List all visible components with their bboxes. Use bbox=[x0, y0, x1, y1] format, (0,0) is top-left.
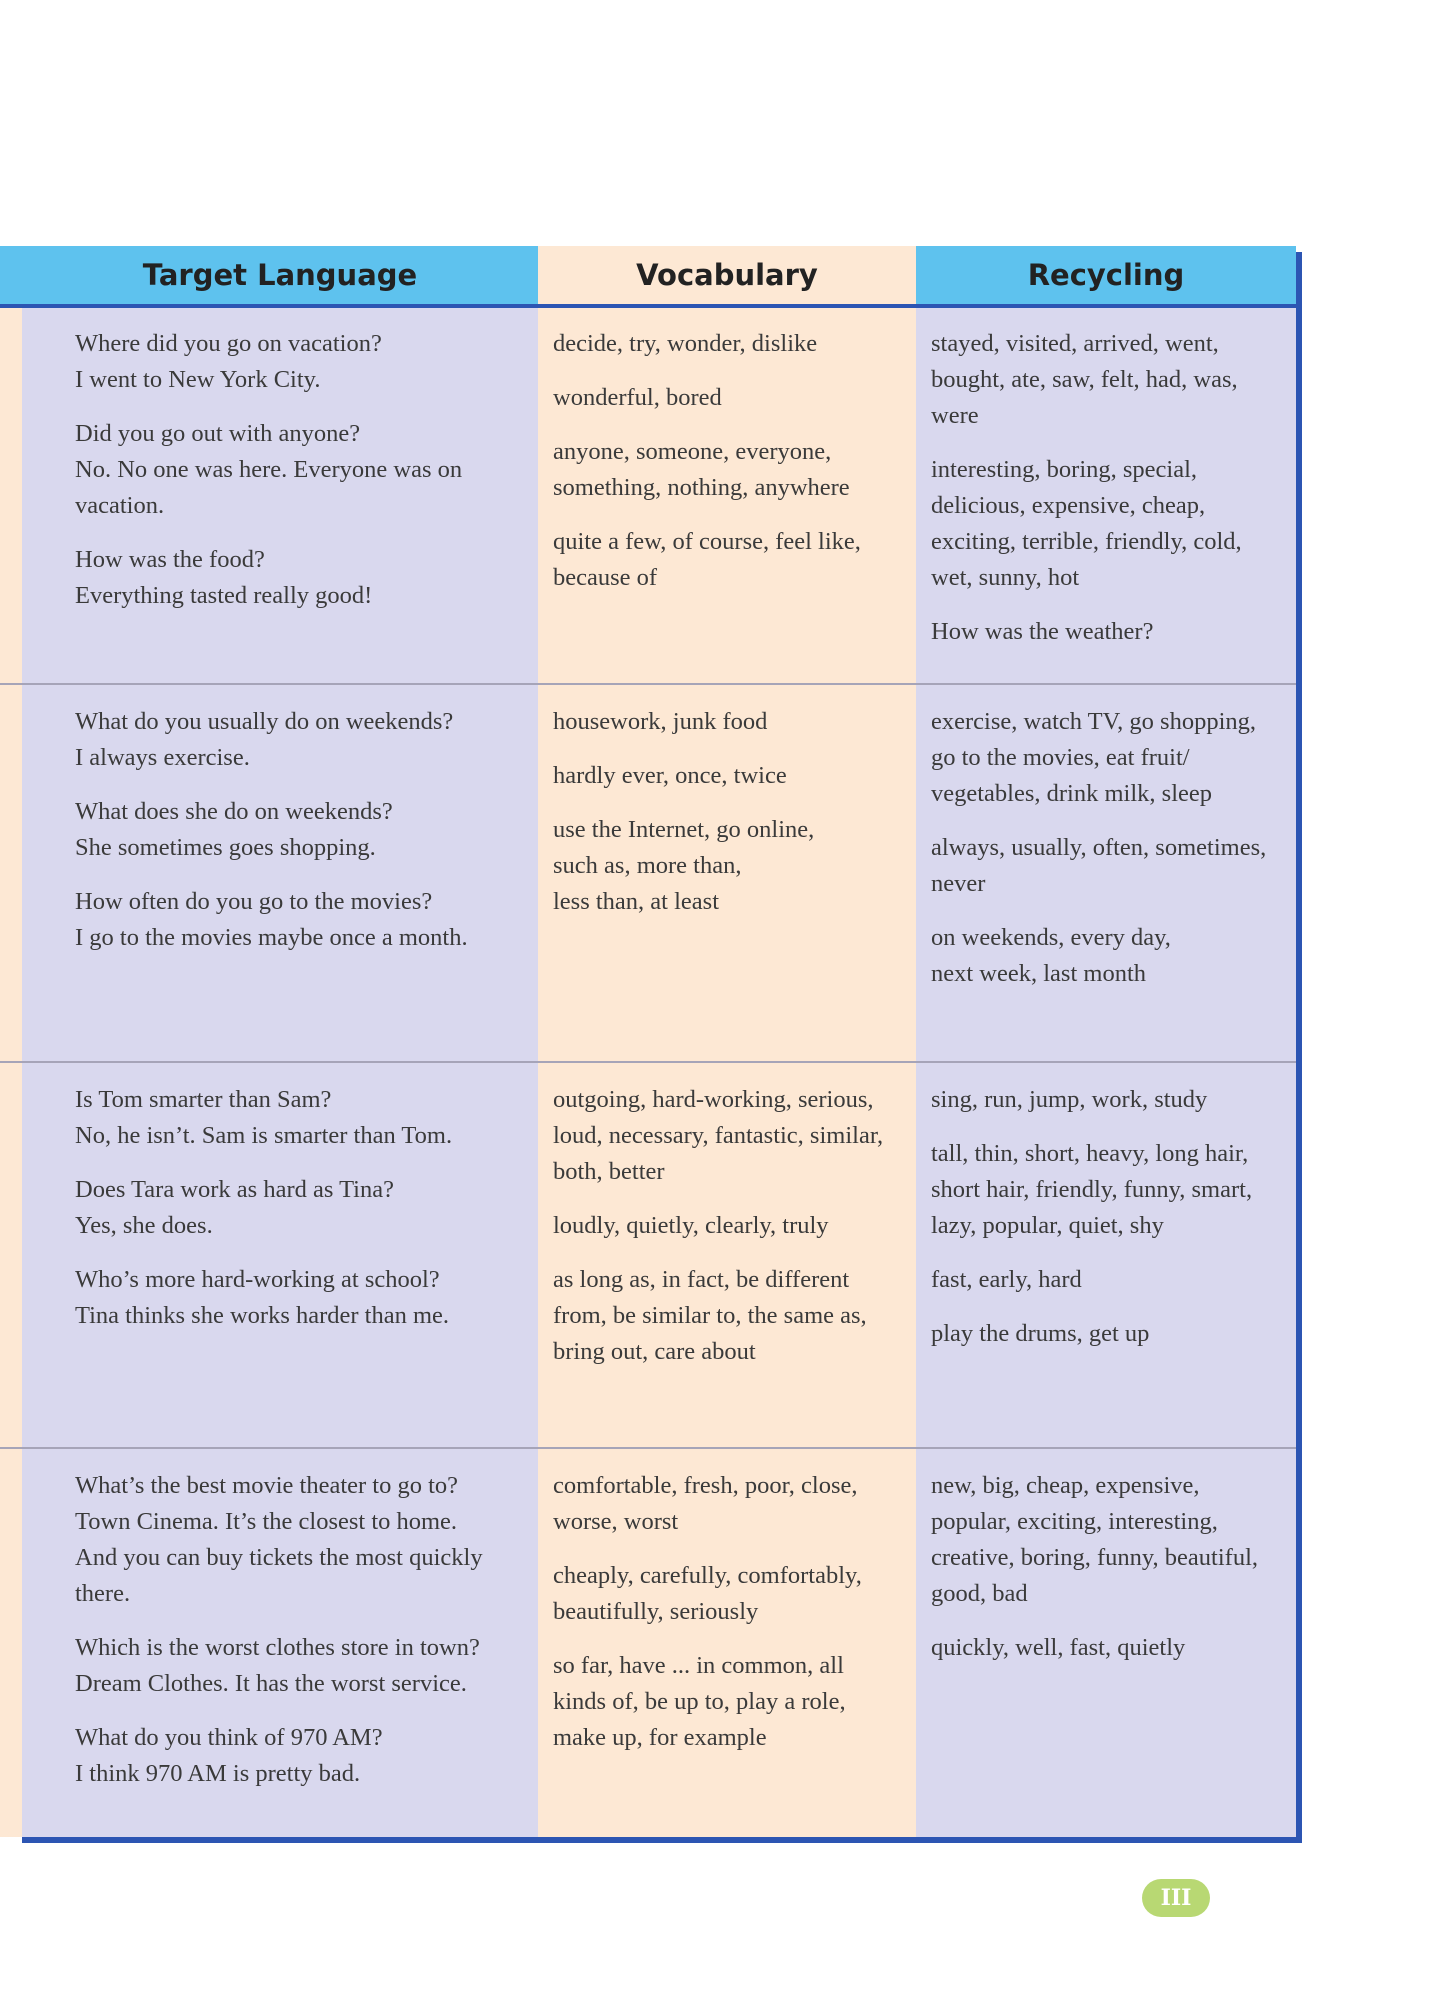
cell-paragraph bbox=[75, 1720, 535, 1792]
cell-line: What’s the best movie theater to go to? bbox=[75, 1472, 459, 1499]
cell-line: wet, sunny, hot bbox=[931, 564, 1080, 591]
cell-line: tall, thin, short, heavy, long hair, bbox=[931, 1140, 1249, 1167]
header-divider bbox=[0, 304, 1296, 308]
cell-line: exercise, watch TV, go shopping, bbox=[931, 708, 1257, 735]
header-stub bbox=[0, 246, 22, 304]
cell-paragraph bbox=[931, 1136, 1291, 1244]
cell-line: I always exercise. bbox=[75, 744, 250, 771]
vocabulary-cell bbox=[553, 1468, 909, 1774]
cell-paragraph bbox=[931, 1316, 1291, 1352]
cell-line: loud, necessary, fantastic, similar, bbox=[553, 1122, 884, 1149]
cell-line: were bbox=[931, 402, 979, 429]
recycling-cell bbox=[931, 326, 1291, 668]
cell-line: hardly ever, once, twice bbox=[553, 762, 787, 789]
vocabulary-cell bbox=[553, 326, 909, 614]
cell-paragraph bbox=[553, 1082, 909, 1190]
recycling-cell bbox=[931, 1082, 1291, 1370]
cell-paragraph bbox=[75, 416, 535, 524]
cell-line: worse, worst bbox=[553, 1508, 679, 1535]
cell-line: And you can buy tickets the most quickly bbox=[75, 1544, 483, 1571]
cell-line: short hair, friendly, funny, smart, bbox=[931, 1176, 1253, 1203]
cell-line: vacation. bbox=[75, 492, 165, 519]
cell-line: Town Cinema. It’s the closest to home. bbox=[75, 1508, 458, 1535]
cell-line: kinds of, be up to, play a role, bbox=[553, 1688, 846, 1715]
cell-line: What do you think of 970 AM? bbox=[75, 1724, 383, 1751]
cell-line: less than, at least bbox=[553, 888, 720, 915]
cell-paragraph bbox=[75, 326, 535, 398]
cell-line: bring out, care about bbox=[553, 1338, 756, 1365]
cell-line: Does Tara work as hard as Tina? bbox=[75, 1176, 394, 1203]
cell-line: popular, exciting, interesting, bbox=[931, 1508, 1218, 1535]
cell-paragraph bbox=[553, 1208, 909, 1244]
cell-paragraph bbox=[931, 1082, 1291, 1118]
cell-line: How often do you go to the movies? bbox=[75, 888, 433, 915]
cell-paragraph bbox=[931, 614, 1291, 650]
cell-paragraph bbox=[553, 812, 909, 920]
cell-line: loudly, quietly, clearly, truly bbox=[553, 1212, 829, 1239]
cell-paragraph bbox=[553, 704, 909, 740]
cell-line: Who’s more hard-working at school? bbox=[75, 1266, 440, 1293]
cell-line: beautifully, seriously bbox=[553, 1598, 759, 1625]
row-divider bbox=[0, 1061, 1296, 1063]
cell-paragraph bbox=[75, 1468, 535, 1612]
cell-line: anyone, someone, everyone, bbox=[553, 438, 832, 465]
cell-paragraph bbox=[553, 1468, 909, 1540]
cell-line: new, big, cheap, expensive, bbox=[931, 1472, 1200, 1499]
previous-column-edge bbox=[0, 308, 22, 1837]
cell-paragraph bbox=[75, 704, 535, 776]
cell-line: because of bbox=[553, 564, 658, 591]
cell-line: outgoing, hard-working, serious, bbox=[553, 1086, 874, 1113]
cell-paragraph bbox=[75, 542, 535, 614]
cell-line: housework, junk food bbox=[553, 708, 768, 735]
cell-line: bought, ate, saw, felt, had, was, bbox=[931, 366, 1238, 393]
cell-paragraph bbox=[931, 1262, 1291, 1298]
cell-paragraph bbox=[931, 830, 1291, 902]
syllabus-table bbox=[0, 246, 1296, 1837]
cell-line: vegetables, drink milk, sleep bbox=[931, 780, 1212, 807]
cell-paragraph bbox=[75, 1172, 535, 1244]
cell-line: quite a few, of course, feel like, bbox=[553, 528, 861, 555]
row-divider bbox=[0, 1447, 1296, 1449]
cell-line: creative, boring, funny, beautiful, bbox=[931, 1544, 1259, 1571]
cell-line: something, nothing, anywhere bbox=[553, 474, 850, 501]
page-number: III bbox=[1142, 1879, 1210, 1917]
cell-line: delicious, expensive, cheap, bbox=[931, 492, 1206, 519]
cell-line: good, bad bbox=[931, 1580, 1028, 1607]
cell-line: Yes, she does. bbox=[75, 1212, 213, 1239]
cell-paragraph bbox=[931, 1468, 1291, 1612]
cell-paragraph bbox=[553, 434, 909, 506]
cell-line: next week, last month bbox=[931, 960, 1147, 987]
cell-line: lazy, popular, quiet, shy bbox=[931, 1212, 1164, 1239]
cell-line: interesting, boring, special, bbox=[931, 456, 1198, 483]
cell-line: How was the weather? bbox=[931, 618, 1154, 645]
cell-line: both, better bbox=[553, 1158, 665, 1185]
cell-line: I think 970 AM is pretty bad. bbox=[75, 1760, 361, 1787]
cell-line: Everything tasted really good! bbox=[75, 582, 373, 609]
cell-line: No, he isn’t. Sam is smarter than Tom. bbox=[75, 1122, 453, 1149]
cell-line: use the Internet, go online, bbox=[553, 816, 815, 843]
cell-paragraph bbox=[553, 524, 909, 596]
cell-line: Where did you go on vacation? bbox=[75, 330, 382, 357]
table-header bbox=[0, 246, 1296, 308]
header-recycling: Recycling bbox=[916, 246, 1296, 304]
cell-paragraph bbox=[75, 1630, 535, 1702]
cell-line: Dream Clothes. It has the worst service. bbox=[75, 1670, 467, 1697]
cell-paragraph bbox=[553, 1648, 909, 1756]
cell-line: How was the food? bbox=[75, 546, 265, 573]
cell-line: I went to New York City. bbox=[75, 366, 321, 393]
cell-line: on weekends, every day, bbox=[931, 924, 1171, 951]
cell-paragraph bbox=[75, 1082, 535, 1154]
cell-line: wonderful, bored bbox=[553, 384, 722, 411]
target-language-cell bbox=[75, 704, 535, 974]
cell-line: comfortable, fresh, poor, close, bbox=[553, 1472, 858, 1499]
vocabulary-cell bbox=[553, 1082, 909, 1388]
cell-line: decide, try, wonder, dislike bbox=[553, 330, 818, 357]
cell-paragraph bbox=[553, 1558, 909, 1630]
cell-paragraph bbox=[931, 452, 1291, 596]
row-divider bbox=[0, 683, 1296, 685]
cell-paragraph bbox=[75, 1262, 535, 1334]
target-language-cell bbox=[75, 326, 535, 632]
cell-line: so far, have ... in common, all bbox=[553, 1652, 844, 1679]
recycling-cell bbox=[931, 704, 1291, 1010]
cell-line: She sometimes goes shopping. bbox=[75, 834, 376, 861]
cell-line: quickly, well, fast, quietly bbox=[931, 1634, 1186, 1661]
cell-line: Did you go out with anyone? bbox=[75, 420, 361, 447]
cell-line: exciting, terrible, friendly, cold, bbox=[931, 528, 1242, 555]
cell-line: make up, for example bbox=[553, 1724, 767, 1751]
cell-line: No. No one was here. Everyone was on bbox=[75, 456, 463, 483]
cell-line: cheaply, carefully, comfortably, bbox=[553, 1562, 862, 1589]
cell-line: fast, early, hard bbox=[931, 1266, 1082, 1293]
cell-paragraph bbox=[75, 884, 535, 956]
cell-line: from, be similar to, the same as, bbox=[553, 1302, 867, 1329]
cell-line: stayed, visited, arrived, went, bbox=[931, 330, 1219, 357]
recycling-cell bbox=[931, 1468, 1291, 1684]
cell-line: What do you usually do on weekends? bbox=[75, 708, 454, 735]
cell-line: sing, run, jump, work, study bbox=[931, 1086, 1208, 1113]
cell-paragraph bbox=[553, 326, 909, 362]
cell-line: never bbox=[931, 870, 986, 897]
header-vocabulary: Vocabulary bbox=[538, 246, 916, 304]
cell-paragraph bbox=[931, 1630, 1291, 1666]
cell-paragraph bbox=[931, 704, 1291, 812]
cell-line: Which is the worst clothes store in town? bbox=[75, 1634, 480, 1661]
table-body bbox=[0, 246, 1296, 1837]
cell-line: Tina thinks she works harder than me. bbox=[75, 1302, 450, 1329]
cell-line: there. bbox=[75, 1580, 131, 1607]
cell-paragraph bbox=[553, 758, 909, 794]
cell-paragraph bbox=[553, 380, 909, 416]
cell-line: What does she do on weekends? bbox=[75, 798, 393, 825]
cell-paragraph bbox=[553, 1262, 909, 1370]
cell-paragraph bbox=[931, 326, 1291, 434]
header-target-language: Target Language bbox=[22, 246, 538, 304]
cell-line: Is Tom smarter than Sam? bbox=[75, 1086, 332, 1113]
target-language-cell bbox=[75, 1082, 535, 1352]
target-language-cell bbox=[75, 1468, 535, 1810]
cell-line: play the drums, get up bbox=[931, 1320, 1150, 1347]
cell-line: go to the movies, eat fruit/ bbox=[931, 744, 1190, 771]
vocabulary-cell bbox=[553, 704, 909, 938]
cell-line: as long as, in fact, be different bbox=[553, 1266, 850, 1293]
cell-paragraph bbox=[931, 920, 1291, 992]
cell-line: such as, more than, bbox=[553, 852, 742, 879]
cell-line: always, usually, often, sometimes, bbox=[931, 834, 1267, 861]
cell-paragraph bbox=[75, 794, 535, 866]
cell-line: I go to the movies maybe once a month. bbox=[75, 924, 468, 951]
